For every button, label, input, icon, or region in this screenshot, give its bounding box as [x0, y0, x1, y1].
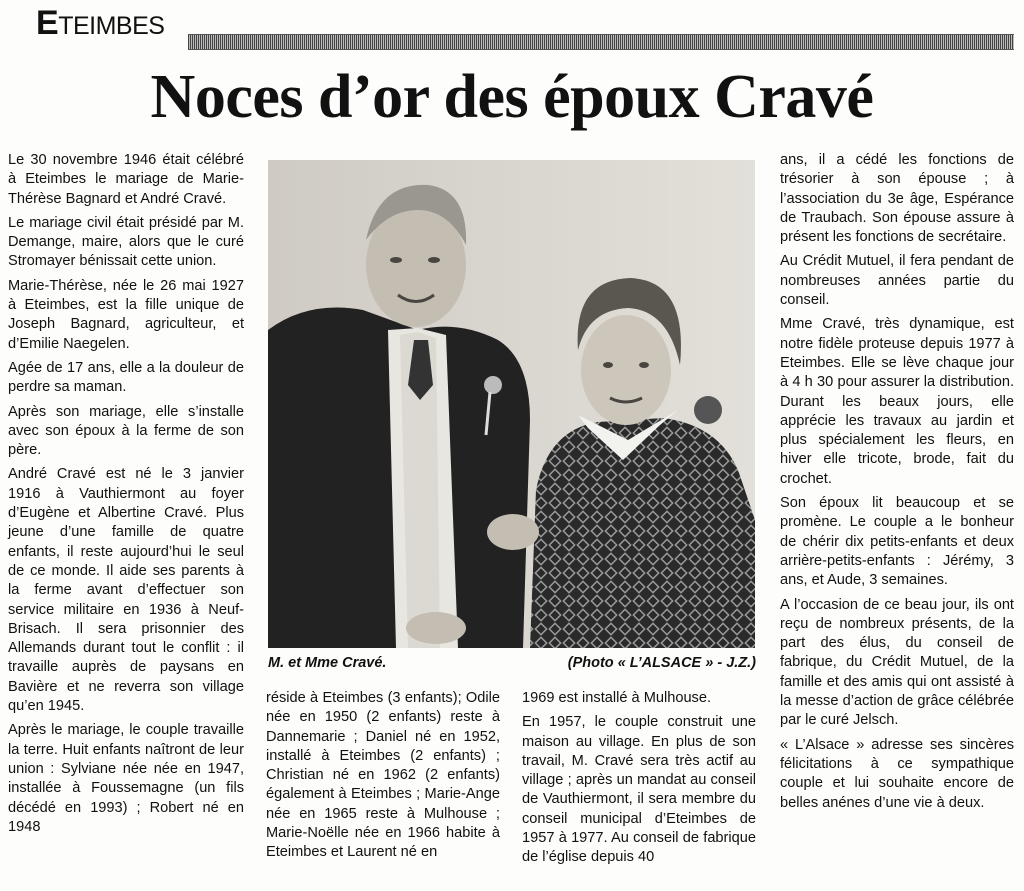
- paragraph: Son époux lit beaucoup et se promène. Le couple a le bonheur de chérir dix petits-enfants et deux arrière-petits-enfants : Jérémy, 3 ans, et Aude, 3 semaines.: [780, 495, 1014, 589]
- article-column-1: [8, 151, 244, 842]
- paragraph: 1969 est installé à Mulhouse.: [522, 690, 712, 706]
- paragraph: réside à Eteimbes (3 enfants); Odile née en 1950 (2 enfants) reste à Dannemarie ; Daniel né en 1952, installé à Eteimbes (2 enfants) ; Christian né en 1962 (2 enfants) également à Eteimbes ; Marie-Ange née en 1965 reste à Mulhouse ; Marie-Noëlle née en 1966 habite à Eteimbes et Laurent né en: [266, 690, 500, 861]
- paragraph: Agée de 17 ans, elle a la douleur de perdre sa maman.: [8, 359, 244, 396]
- article-column-3: [522, 689, 756, 873]
- headline: Noces d’or des époux Cravé: [150, 63, 874, 131]
- paragraph: ans, il a cédé les fonctions de trésorier à son épouse ; à l’association du 3e âge, Espérance de Traubach. Son épouse assure à présent les fonctions de secrétaire.: [780, 152, 1014, 246]
- article-column-2: [266, 689, 500, 868]
- paragraph: André Cravé est né le 3 janvier 1916 à Vauthiermont au foyer d’Eugène et Albertine Cravé. Plus jeune d’une famille de quatre enfants, il reste aujourd’hui le seul de ce monde. Il aide ses parents à la ferme avant d’effectuer son service militaire en 1936 à Neuf-Brisach. Il sera prisonnier des Allemands durant tout le conflit : il travaille auprès de paysans en Bavière et ne reverra son village qu’en 1945.: [8, 466, 244, 715]
- paragraph: Après le mariage, le couple travaille la terre. Huit enfants naîtront de leur union : Sylviane née née en 1947, installée à Foussemagne (un fils décédé en 1993) ; Robert né en 1948: [8, 722, 244, 835]
- paragraph: Mme Cravé, très dynamique, est notre fidèle proteuse depuis 1977 à Eteimbes. Elle se lève chaque jour à 4 h 30 pour assurer la distribution. Durant les beaux jours, elle apprécie les travaux au jardin et plus spécialement les fleurs, en hiver elle tricote, brode, fait du crochet.: [780, 316, 1014, 487]
- caption-credit: (Photo « L’ALSACE » - J.Z.): [567, 655, 756, 671]
- paragraph: En 1957, le couple construit une maison au village. En plus de son travail, M. Cravé sera très actif au village ; après un mandat au conseil de Vauthiermont, il sera membre du conseil municipal d’Eteimbes de 1957 à 1977. Au conseil de fabrique de l’église depuis 40: [522, 714, 756, 866]
- caption-names: M. et Mme Cravé.: [268, 655, 387, 671]
- photo-illustration: [268, 160, 755, 648]
- photo-caption: [266, 655, 758, 677]
- section-rubric: [12, 4, 1014, 44]
- couple-photo: [268, 160, 755, 648]
- paragraph: Marie-Thérèse, née le 26 mai 1927 à Eteimbes, est la fille unique de Joseph Bagnard, agriculteur, et d’Emilie Naegelen.: [8, 277, 244, 352]
- paragraph: « L’Alsace » adresse ses sincères félicitations à ce sympathique couple et lui souhaite encore de belles anénes d’une vie à deux.: [780, 736, 1014, 811]
- paragraph: A l’occasion de ce beau jour, ils ont reçu de nombreux présents, de la part des élus, du conseil de fabrique, du Crédit Mutuel, de la famille et des amis qui ont assisté à la messe d’action de grâce célébrée par le curé Jelsch.: [780, 596, 1014, 729]
- rubric-title: ETEIMBES: [36, 4, 165, 42]
- article-column-4: [780, 151, 1014, 818]
- paragraph: Le 30 novembre 1946 était célébré à Eteimbes le mariage de Marie-Thérèse Bagnard et André Cravé.: [8, 152, 244, 207]
- paragraph: Au Crédit Mutuel, il fera pendant de nombreuses années partie du conseil.: [780, 253, 1014, 309]
- paragraph: Après son mariage, elle s’installe avec son époux à la ferme de son père.: [8, 403, 244, 459]
- paragraph: Le mariage civil était présidé par M. Demange, maire, alors que le curé Stromayer bénissait cette union.: [8, 214, 244, 270]
